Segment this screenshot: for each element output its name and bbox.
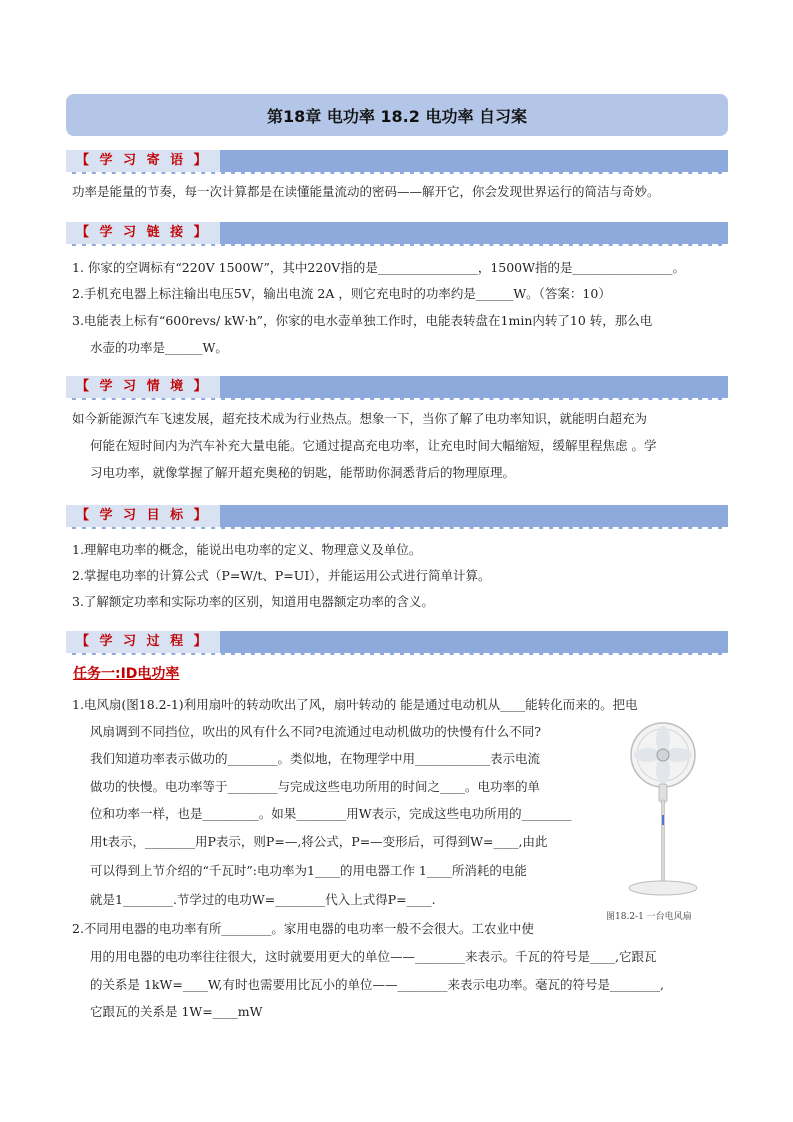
section-header-situation [66,376,728,400]
motto-text: 功率是能量的节奏，每一次计算都是在读懂能量流动的密码——解开它，你会发现世界运行的简洁与奇妙。 [72,184,660,199]
situation-text: 何能在短时间内为汽车补充大量电能。它通过提高充电功率，让充电时间大幅缩短，缓解里程焦虑 。学 [90,438,657,453]
situation-text: 如今新能源汽车飞速发展，超充技术成为行业热点。想象一下，当你了解了电功率知识，就能明白超充为 [72,411,648,426]
page-title: 第18章 电功率 18.2 电功率 自习案 [66,94,728,136]
process-line: 就是1________.节学过的电功W=________代入上式得P=____. [90,892,436,907]
process-line: 的关系是 1kW=____W,有时也需要用比瓦小的单位——________来表示电功率。毫瓦的符号是________, [90,977,664,992]
process-line: 可以得到上节介绍的“千瓦时”:电功率为1____的用电器工作 1____所消耗的电能 [90,863,527,878]
process-line: 2.不同用电器的电功率有所________。家用电器的电功率一般不会很大。工农业中使 [72,921,534,936]
section-label: 【 学 习 过 程 】 [66,631,220,653]
goal-item: 2.掌握电功率的计算公式（P=W/t、P=UI），并能运用公式进行简单计算。 [72,568,491,583]
process-line: 做功的快慢。电功率等于________与完成这些电功所用的时间之____。电功率的单 [90,779,541,794]
section-header-motto [66,150,728,174]
goal-item: 3.了解额定功率和实际功率的区别，知道用电器额定功率的含义。 [72,594,434,609]
section-label: 【 学 习 链 接 】 [66,222,220,244]
section-label: 【 学 习 情 境 】 [66,376,220,398]
link-item: 2.手机充电器上标注输出电压5V，输出电流 2A ，则它充电时的功率约是______W。（答案：10） [72,286,611,301]
link-item: 1. 你家的空调标有“220V 1500W”，其中220V指的是________________，1500W指的是________________。 [72,260,685,275]
task-title: 任务一:ID电功率 [73,666,180,682]
section-header-links [66,222,728,246]
section-label: 【 学 习 寄 语 】 [66,150,220,172]
section-header-process [66,631,728,655]
process-line: 风扇调到不同挡位，吹出的风有什么不同?电流通过电动机做功的快慢有什么不同? [90,724,541,739]
electric-fan-image [618,720,708,900]
process-line: 它跟瓦的关系是 1W=____mW [90,1004,263,1019]
situation-text: 习电功率，就像掌握了解开超充奥秘的钥匙，能帮助你洞悉背后的物理原理。 [90,465,516,480]
process-line: 用的用电器的电功率往往很大，这时就要用更大的单位——________来表示。千瓦的符号是____,它跟瓦 [90,949,657,964]
process-line: 1.电风扇(图18.2-1)利用扇叶的转动吹出了风，扇叶转动的 能是通过电动机从____能转化而来的。把电 [72,697,638,712]
process-line: 用t表示，________用P表示，则P=—,将公式，P=—变形后，可得到W=____,由此 [90,834,548,849]
link-item: 水壶的功率是______W。 [90,340,228,355]
process-line: 位和功率一样，也是_________。如果________用W表示，完成这些电功所用的________ [90,806,572,821]
section-header-goals [66,505,728,529]
link-item: 3.电能表上标有“600revs/ kW·h”，你家的电水壶单独工作时，电能表转盘在1min内转了10 转，那么电 [72,313,653,328]
section-label: 【 学 习 目 标 】 [66,505,220,527]
figure-caption: 图18.2-1 一台电风扇 [606,912,692,922]
goal-item: 1.理解电功率的概念，能说出电功率的定义、物理意义及单位。 [72,542,422,557]
process-line: 我们知道功率表示做功的________。类似地，在物理学中用____________表示电流 [90,751,541,766]
